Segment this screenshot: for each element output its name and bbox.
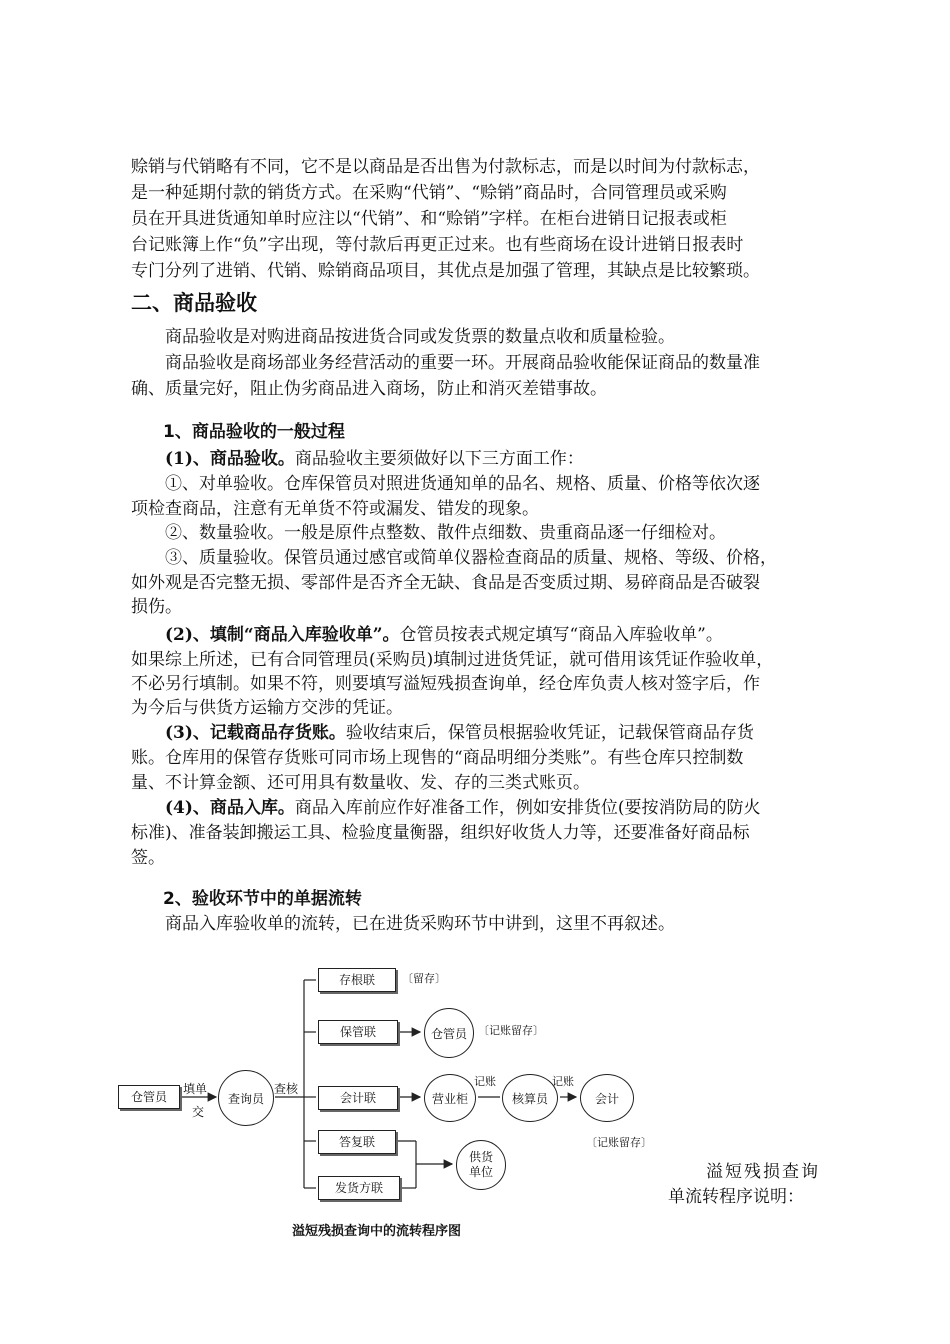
side-note-line-1: 溢短残损查询 bbox=[706, 1162, 820, 1182]
step-3-text-1: 验收结束后，保管员根据验收凭证，记载保管商品存货 bbox=[345, 723, 754, 743]
stub-note: 〔留存〕 bbox=[402, 972, 446, 985]
para-1: 商品验收是对购进商品按进货合同或发货票的数量点收和质量检验。 bbox=[165, 327, 675, 347]
item-1-line-1: ①、对单验收。仓库保管员对照进货通知单的品名、规格、质量、价格等依次逐 bbox=[165, 474, 760, 494]
supplier-circle bbox=[456, 1140, 506, 1190]
intro-line-2: 是一种延期付款的销货方式。在采购“代销”、“赊销”商品时，合同管理员或采购 bbox=[131, 183, 727, 203]
para-2-line-1: 商品验收是商场部业务经营活动的重要一环。开展商品验收能保证商品的数量准 bbox=[165, 353, 760, 373]
diagram-caption: 溢短残损查询中的流转程序图 bbox=[292, 1224, 462, 1239]
step-1-text: 商品验收主要须做好以下三方面工作： bbox=[294, 449, 584, 469]
reply-box: 答复联 bbox=[318, 1130, 396, 1154]
accountant-circle: 会计 bbox=[580, 1074, 634, 1122]
subheading-2: 2、验收环节中的单据流转 bbox=[163, 889, 362, 909]
para-2-line-2: 确、质量完好，阻止伪劣商品进入商场，防止和消灭差错事故。 bbox=[131, 379, 607, 399]
item-2: ②、数量验收。一般是原件点整数、散件点细数、贵重商品逐一仔细检对。 bbox=[165, 523, 726, 543]
record-label-2: 记账 bbox=[552, 1075, 574, 1088]
step-2-line-3: 不必另行填制。如果不符，则要填写溢短残损查询单，经仓库负责人核对签字后，作 bbox=[131, 674, 760, 694]
item-1-line-2: 项检查商品，注意有无单货不符或漏发、错发的现象。 bbox=[131, 499, 539, 519]
inquiry-circle: 查询员 bbox=[218, 1070, 274, 1126]
warehouse-circle: 仓管员 bbox=[424, 1008, 474, 1058]
step-2-text-1: 仓管员按表式规定填写“商品入库验收单”。 bbox=[399, 625, 723, 645]
counter-circle: 营业柜 bbox=[424, 1074, 476, 1122]
intro-line-4: 台记账簿上作“负”字出现，等付款后再更正过来。也有些商场在设计进销日报表时 bbox=[131, 235, 744, 255]
step-2-line-2: 如果综上所述，已有合同管理员(采购员)填制过进货凭证，就可借用该凭证作验收单， bbox=[131, 650, 774, 670]
step-3-line-2: 账。仓库用的保管存货账可同市场上现售的“商品明细分类账”。有些仓库只控制数 bbox=[131, 748, 744, 768]
step-4-head: (4)、商品入库。 bbox=[165, 798, 295, 818]
check-label: 查核 bbox=[274, 1082, 299, 1096]
item-3-line-3: 损伤。 bbox=[131, 597, 182, 617]
shipper-box: 发货方联 bbox=[318, 1176, 400, 1200]
fill-label: 填单 bbox=[183, 1082, 208, 1096]
stub-box: 存根联 bbox=[318, 968, 396, 992]
step-3-head: (3)、记载商品存货账。 bbox=[165, 723, 346, 743]
keeper-box: 仓管员 bbox=[118, 1085, 180, 1109]
accountant-note: 〔记账留存〕 bbox=[586, 1136, 652, 1149]
step-4-line-2: 标准)、准备装卸搬运工具、检验度量衡器，组织好收货人力等，还要准备好商品标 bbox=[131, 823, 750, 843]
accounting-box: 会计联 bbox=[318, 1086, 398, 1110]
step-4-text-1: 商品入库前应作好准备工作，例如安排货位(要按消防局的防火 bbox=[294, 798, 761, 818]
step-2-line-4: 为今后与供货方运输方交涉的凭证。 bbox=[131, 698, 403, 718]
para-3: 商品入库验收单的流转，已在进货采购环节中讲到，这里不再叙述。 bbox=[165, 914, 675, 934]
intro-line-3: 员在开具进货通知单时应注以“代销”、和“赊销”字样。在柜台进销日记报表或柜 bbox=[131, 209, 727, 229]
record-label-1: 记账 bbox=[474, 1075, 496, 1088]
step-3-line-3: 量、不计算金额、还可用具有数量收、发、存的三类式账页。 bbox=[131, 773, 590, 793]
step-4-line-3: 签。 bbox=[131, 848, 165, 868]
item-3-line-1: ③、质量验收。保管员通过感官或简单仪器检查商品的质量、规格、等级、价格， bbox=[165, 548, 777, 568]
subheading-1: 1、商品验收的一般过程 bbox=[163, 422, 345, 442]
step-2-head: (2)、填制“商品入库验收单”。 bbox=[165, 625, 400, 645]
hand-label: 交 bbox=[192, 1105, 205, 1119]
custody-box: 保管联 bbox=[318, 1020, 398, 1044]
supplier-label-2: 单位 bbox=[468, 1165, 493, 1179]
intro-line-1: 赊销与代销略有不同，它不是以商品是否出售为付款标志，而是以时间为付款标志， bbox=[131, 157, 760, 177]
step-1-head: (1)、商品验收。 bbox=[165, 449, 295, 469]
item-3-line-2: 如外观是否完整无损、零部件是否齐全无缺、食品是否变质过期、易碎商品是否破裂 bbox=[131, 573, 760, 593]
intro-line-5: 专门分列了进销、代销、赊销商品项目，其优点是加强了管理，其缺点是比较繁琐。 bbox=[131, 261, 760, 281]
auditor-circle: 核算员 bbox=[502, 1074, 558, 1122]
custody-note: 〔记账留存〕 bbox=[478, 1024, 544, 1037]
section-title: 二、商品验收 bbox=[131, 291, 257, 315]
side-note-line-2: 单流转程序说明： bbox=[668, 1187, 804, 1207]
supplier-label-1: 供货 bbox=[468, 1150, 493, 1164]
